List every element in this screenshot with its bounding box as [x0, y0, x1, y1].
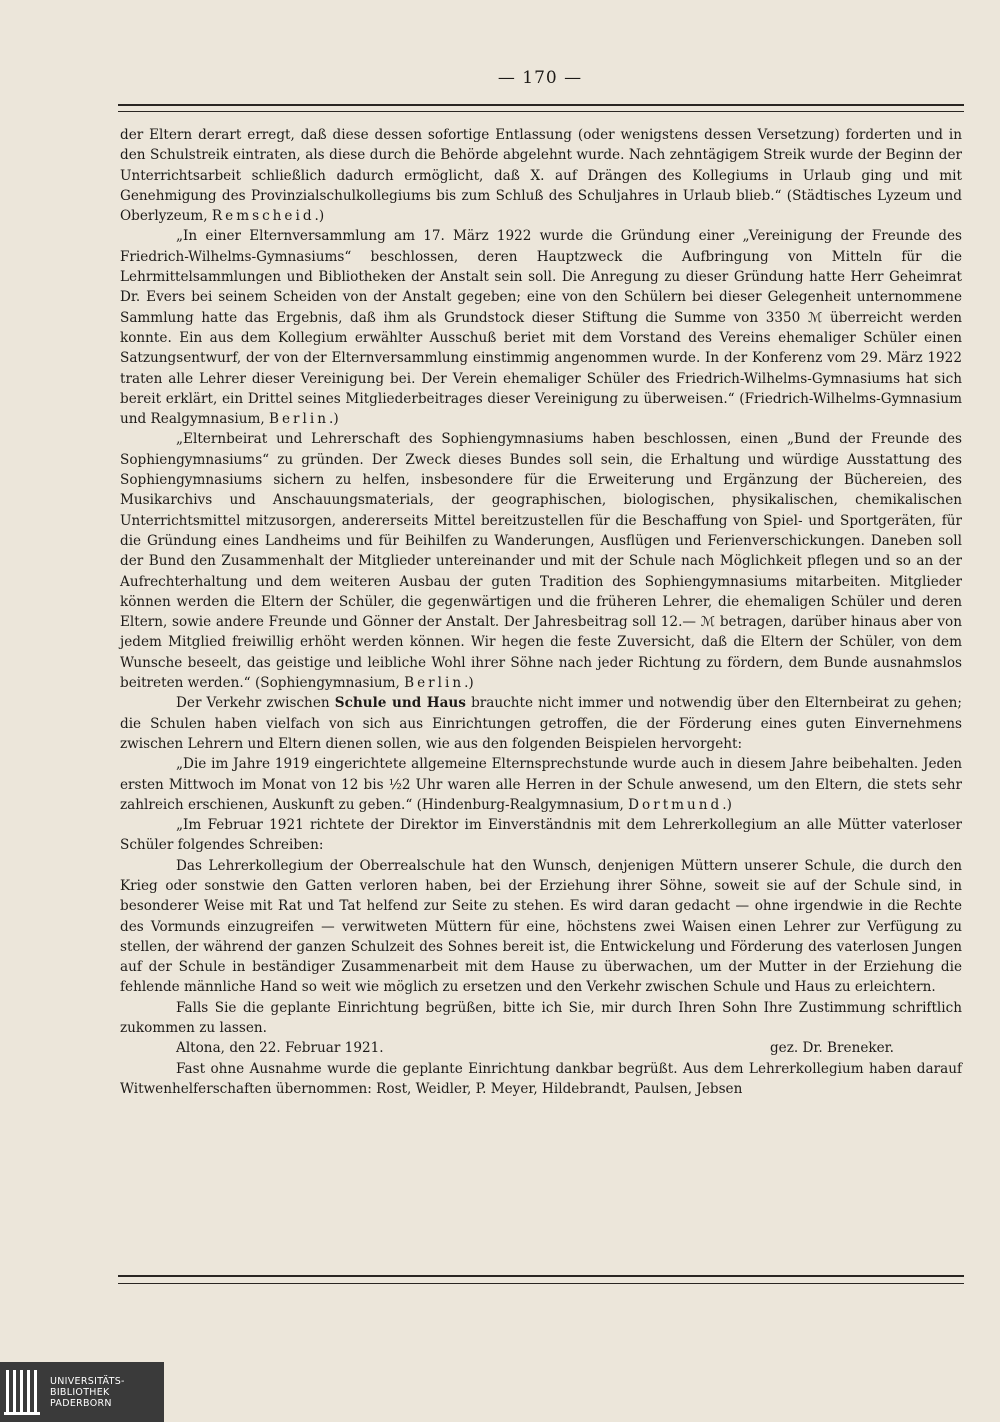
paragraph-2 — [120, 226, 962, 429]
logo-line-2: BIBLIOTHEK — [50, 1386, 110, 1398]
logo-line-3: PADERBORN — [50, 1397, 112, 1409]
signature-place-date: Altona, den 22. Februar 1921. — [176, 1040, 384, 1057]
body-text — [120, 125, 962, 1099]
header-rule-thick — [118, 104, 964, 106]
letter-signature — [120, 1038, 962, 1058]
page-number: — 170 — — [497, 68, 583, 88]
paragraph-1 — [120, 125, 962, 226]
paragraph-8: Falls Sie die geplante Einrichtung begrüßen, bitte ich Sie, mir durch Ihren Sohn Ihre Zustimmung schriftlich zukommen zu lassen. — [120, 999, 962, 1037]
paragraph-2-end: .) — [329, 411, 339, 428]
library-logo-text — [50, 1376, 125, 1409]
paragraph-5-end: .) — [722, 796, 732, 813]
paragraph-6: „Im Februar 1921 richtete der Direktor im Einverständnis mit dem Lehrerkollegium an alle Mütter vaterloser Schüler folgendes Schreiben: — [120, 817, 962, 854]
paragraph-1-text: der Eltern derart erregt, daß diese dessen sofortige Entlassung (oder wenigstens dessen Versetzung) forderten und in den Schulstreik eintraten, als diese durch die Behörde abgelehnt wurde. Nach zehntägigem Streik wurde der Beginn der Unterrichtsarbeit schließlich dadurch ermöglicht, daß X. auf Drängen des Kollegiums in Urlaub ging und mit Genehmigung des Provinzialschulkollegiums bis zum Schluß des Schuljahres in Urlaub blieb.“ (Städtisches Lyzeum und Oberlyzeum, — [120, 127, 962, 225]
place-berlin-1: Berlin — [269, 411, 329, 428]
signature-name: gez. Dr. Breneker. — [769, 1040, 894, 1057]
footer-rule-thin — [118, 1283, 964, 1284]
paragraph-5 — [120, 754, 962, 815]
paragraph-3-end: .) — [464, 675, 474, 692]
paragraph-5-text: „Die im Jahre 1919 eingerichtete allgemeine Elternsprechstunde wurde auch in diesem Jahre beibehalten. Jeden ersten Mittwoch im Monat von 12 bis ½2 Uhr waren alle Herren in der Schule anwesend, um den Eltern, die stets sehr zahlreich erschienen, Auskunft zu geben.“ (Hindenburg-Realgymnasium, — [120, 756, 962, 813]
place-berlin-2: Berlin — [404, 675, 465, 692]
library-logo-icon — [4, 1366, 44, 1418]
header-rule-thin — [118, 111, 964, 112]
paragraph-9: Fast ohne Ausnahme wurde die geplante Einrichtung dankbar begrüßt. Aus dem Lehrerkollegium haben darauf Witwenhelferschaften übernommen: Rost, Weidler, P. Meyer, Hildebrandt, Paulsen, Jebsen — [120, 1060, 962, 1097]
paragraph-4-start: Der Verkehr zwischen — [176, 695, 330, 712]
paragraph-4-bold: Schule und Haus — [334, 695, 466, 712]
place-remscheid: Remscheid — [211, 208, 315, 225]
paragraph-2-text: „In einer Elternversammlung am 17. März 1922 wurde die Gründung einer „Vereinigung der Freunde des Friedrich-Wilhelms-Gymnasiums“ beschlossen, deren Hauptzweck die Aufbringung von Mitteln für die Lehrmittelsammlungen und Bibliotheken der Anstalt sein soll. Die Anregung zu dieser Gründung hatte Herr Geheimrat Dr. Evers bei seinem Scheiden von der Anstalt gegeben; eine von den Schülern bei dieser Gelegenheit unternommene Sammlung hatte das Ergebnis, daß ihm als Grundstock dieser Stiftung die Summe von 3350 ℳ überreicht werden konnte. Ein aus dem Kollegium erwählter Ausschuß beriet mit dem Vorstand des Vereins ehemaliger Schüler einen Satzungsentwurf, der von der Elternversammlung einstimmig angenommen wurde. In der Konferenz vom 29. März 1922 traten alle Lehrer dieser Vereinigung bei. Der Verein ehemaliger Schüler des Friedrich-Wilhelms-Gymnasiums hat sich bereit erklärt, ein Drittel seines Mitgliederbeitrages dieser Vereinigung zu überweisen.“ (Friedrich-Wilhelms-Gymnasium und Realgymnasium, — [120, 228, 962, 428]
paragraph-3-text: „Elternbeirat und Lehrerschaft des Sophiengymnasiums haben beschlossen, einen „Bund der Freunde des Sophiengymnasiums“ zu gründen. Der Zweck dieses Bundes soll sein, die Erhaltung und würdige Ausstattung des Sophiengymnasiums sichern zu helfen, insbesondere für die Erweiterung und Ergänzung der Büchereien, des Musikarchivs und Anschauungsmaterials, der geographischen, biologischen, physikalischen, chemikalischen Unterrichtsmittel mitzusorgen, andererseits Mittel bereitzustellen für die Beschaffung von Spiel- und Sportgeräten, für die Gründung eines Landheims und für Beihilfen zu Wanderungen, Ausflügen und Ferienverschickungen. Daneben soll der Bund den Zusammenhalt der Mitglieder untereinander und mit der Schule nach Möglichkeit pflegen und so an der Aufrechterhaltung und dem weiteren Ausbau der guten Tradition des Sophiengymnasiums mitarbeiten. Mitglieder können werden die Eltern der Schüler, die gegenwärtigen und die früheren Lehrer, die ehemaligen Schüler und deren Eltern, sowie andere Freunde und Gönner der Anstalt. Der Jahresbeitrag soll 12.— ℳ betragen, darüber hinaus aber von jedem Mitglied freiwillig erhöht werden können. Wir hegen die feste Zuversicht, daß die Eltern der Schüler, von dem Wunsche beseelt, das geistige und leibliche Wohl ihrer Söhne nach jeder Richtung zu fördern, dem Bunde ausnahmslos beitreten werden.“ (Sophiengymnasium, — [120, 431, 962, 692]
paragraph-4-rest: brauchte nicht immer und notwendig über den Elternbeirat zu gehen; die Schulen haben vielfach von sich aus Einrichtungen getroffen, die der Förderung eines guten Einvernehmens zwischen Lehrern und Eltern dienen sollen, wie aus den folgenden Beispielen hervorgeht: — [120, 695, 962, 752]
paragraph-1-end: .) — [314, 208, 325, 225]
footer-rule-thick — [118, 1275, 964, 1277]
paragraph-4 — [120, 693, 962, 754]
place-dortmund: Dortmund — [628, 796, 723, 813]
logo-line-1: UNIVERSITÄTS- — [50, 1375, 125, 1387]
library-watermark — [0, 1362, 164, 1422]
paragraph-3 — [120, 429, 962, 693]
paragraph-7: Das Lehrerkollegium der Oberrealschule hat den Wunsch, denjenigen Müttern unserer Schule, die durch den Krieg oder sonstwie den Gatten verloren haben, bei der Erziehung ihrer Söhne, soweit sie auf der Schule sind, in besonderer Weise mit Rat und Tat helfend zur Seite zu stehen. Es wird daran gedacht — ohne irgendwie in die Rechte des Vormunds einzugreifen — verwitweten Müttern für eine, höchstens zwei Waisen einen Lehrer zur Verfügung zu stellen, der während der ganzen Schulzeit des Sohnes bereit ist, die Entwickelung und Förderung des vaterlosen Jungen auf der Schule in beständiger Zusammenarbeit mit dem Hause zu überwachen, um der Mutter in der Erziehung die fehlende männliche Hand so weit wie möglich zu ersetzen und den Verkehr zwischen Schule und Haus zu erleichtern. — [120, 857, 962, 996]
